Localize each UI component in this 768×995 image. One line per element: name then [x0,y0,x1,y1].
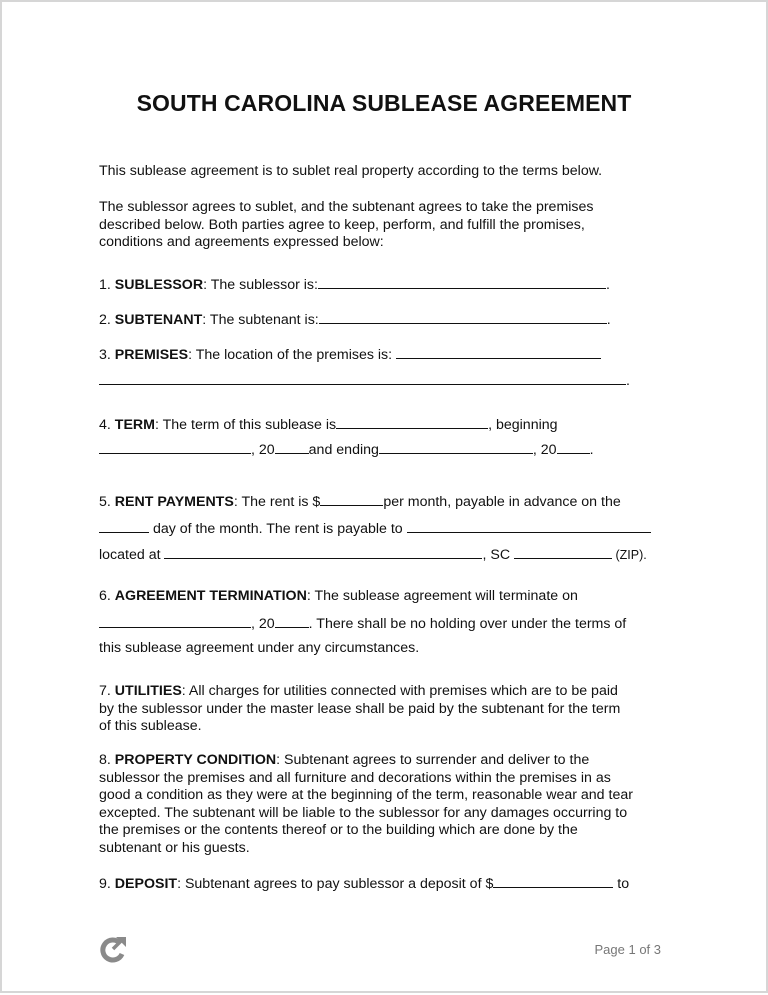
document-title: SOUTH CAROLINA SUBLEASE AGREEMENT [136,90,632,116]
intro-paragraph-1: This sublease agreement is to sublet real property according to the terms below. [99,163,603,179]
intro-paragraph-2 [99,199,594,252]
section-rent-line2: day of the month. The rent is payable to [99,519,651,539]
section-term: 4. TERM: The term of this sublease is , beginning [99,417,558,433]
section-heading: DEPOSIT [114,876,178,892]
rent-amount-field[interactable] [320,492,383,506]
section-heading: RENT PAYMENTS [114,494,234,510]
section-utilities: 7. UTILITIES: All charges for utilities connected with premises which are to be paid by the sublessor under the master lease shall be paid by the subtenant for the term of this sublease. [99,683,621,734]
section-heading: PREMISES [114,347,189,363]
section-sublessor: 1. SUBLESSOR: The sublessor is: . [99,277,610,293]
section-heading: SUBTENANT [114,312,203,328]
section-rent-payments: 5. RENT PAYMENTS: The rent is $ per month, payable in advance on the [99,494,621,510]
term-length-field[interactable] [336,415,488,429]
section-subtenant: 2. SUBTENANT: The subtenant is: . [99,312,611,328]
intro-line: The sublessor agrees to sublet, and the subtenant agrees to take the premises [99,199,594,215]
intro-line: conditions and agreements expressed below: [99,234,384,250]
section-heading: AGREEMENT TERMINATION [114,588,307,604]
section-termination-line2: , 20 . There shall be no holding over under the terms of [99,614,626,634]
section-premises: 3. PREMISES: The location of the premises is: [99,345,601,365]
intro-line: described below. Both parties agree to keep, perform, and fulfill the promises, [99,216,585,233]
section-termination-line3: this sublease agreement under any circumstances. [99,640,420,656]
section-premises-line2: . [99,371,630,391]
deposit-amount-field[interactable] [493,874,613,888]
rent-payee-field[interactable] [407,519,651,533]
rent-day-field[interactable] [99,519,149,533]
subtenant-name-field[interactable] [319,310,607,324]
term-end-year-field[interactable] [557,440,590,454]
section-heading: SUBLESSOR [114,277,204,293]
term-start-date-field[interactable] [99,440,251,454]
page-number: Page 1 of 3 [594,942,661,957]
premises-location-field[interactable] [396,345,601,359]
page-border [0,0,768,2]
rent-zip-field[interactable] [514,545,612,559]
section-term-line2: , 20 and ending , 20 . [99,440,594,460]
section-heading: PROPERTY CONDITION [114,752,277,768]
section-agreement-termination: 6. AGREEMENT TERMINATION: The sublease agreement will terminate on [99,588,578,604]
section-heading: UTILITIES [114,683,182,699]
termination-date-field[interactable] [99,614,251,628]
sublessor-name-field[interactable] [318,275,606,289]
section-deposit: 9. DEPOSIT: Subtenant agrees to pay sublessor a deposit of $ to [99,876,630,892]
refresh-arrow-logo-icon [100,934,128,964]
termination-year-field[interactable] [275,614,309,628]
section-rent-line3: located at , SC (ZIP). [99,547,647,563]
term-end-date-field[interactable] [379,440,533,454]
premises-location-field-2[interactable] [99,371,626,385]
term-start-year-field[interactable] [275,440,309,454]
section-property-condition: 8. PROPERTY CONDITION: Subtenant agrees to surrender and deliver to the sublessor the premises and all furniture and decorations within the premises in as good a condition as they were at the beginning of the term, reasonable wear and tear excepted. The subtenant will be liable to the sublessor for any damages occurring to the premises or the contents thereof or to the building which are done by the subtenant or his guests. [99,752,633,856]
section-heading: TERM [114,417,155,433]
rent-address-field[interactable] [164,545,482,559]
